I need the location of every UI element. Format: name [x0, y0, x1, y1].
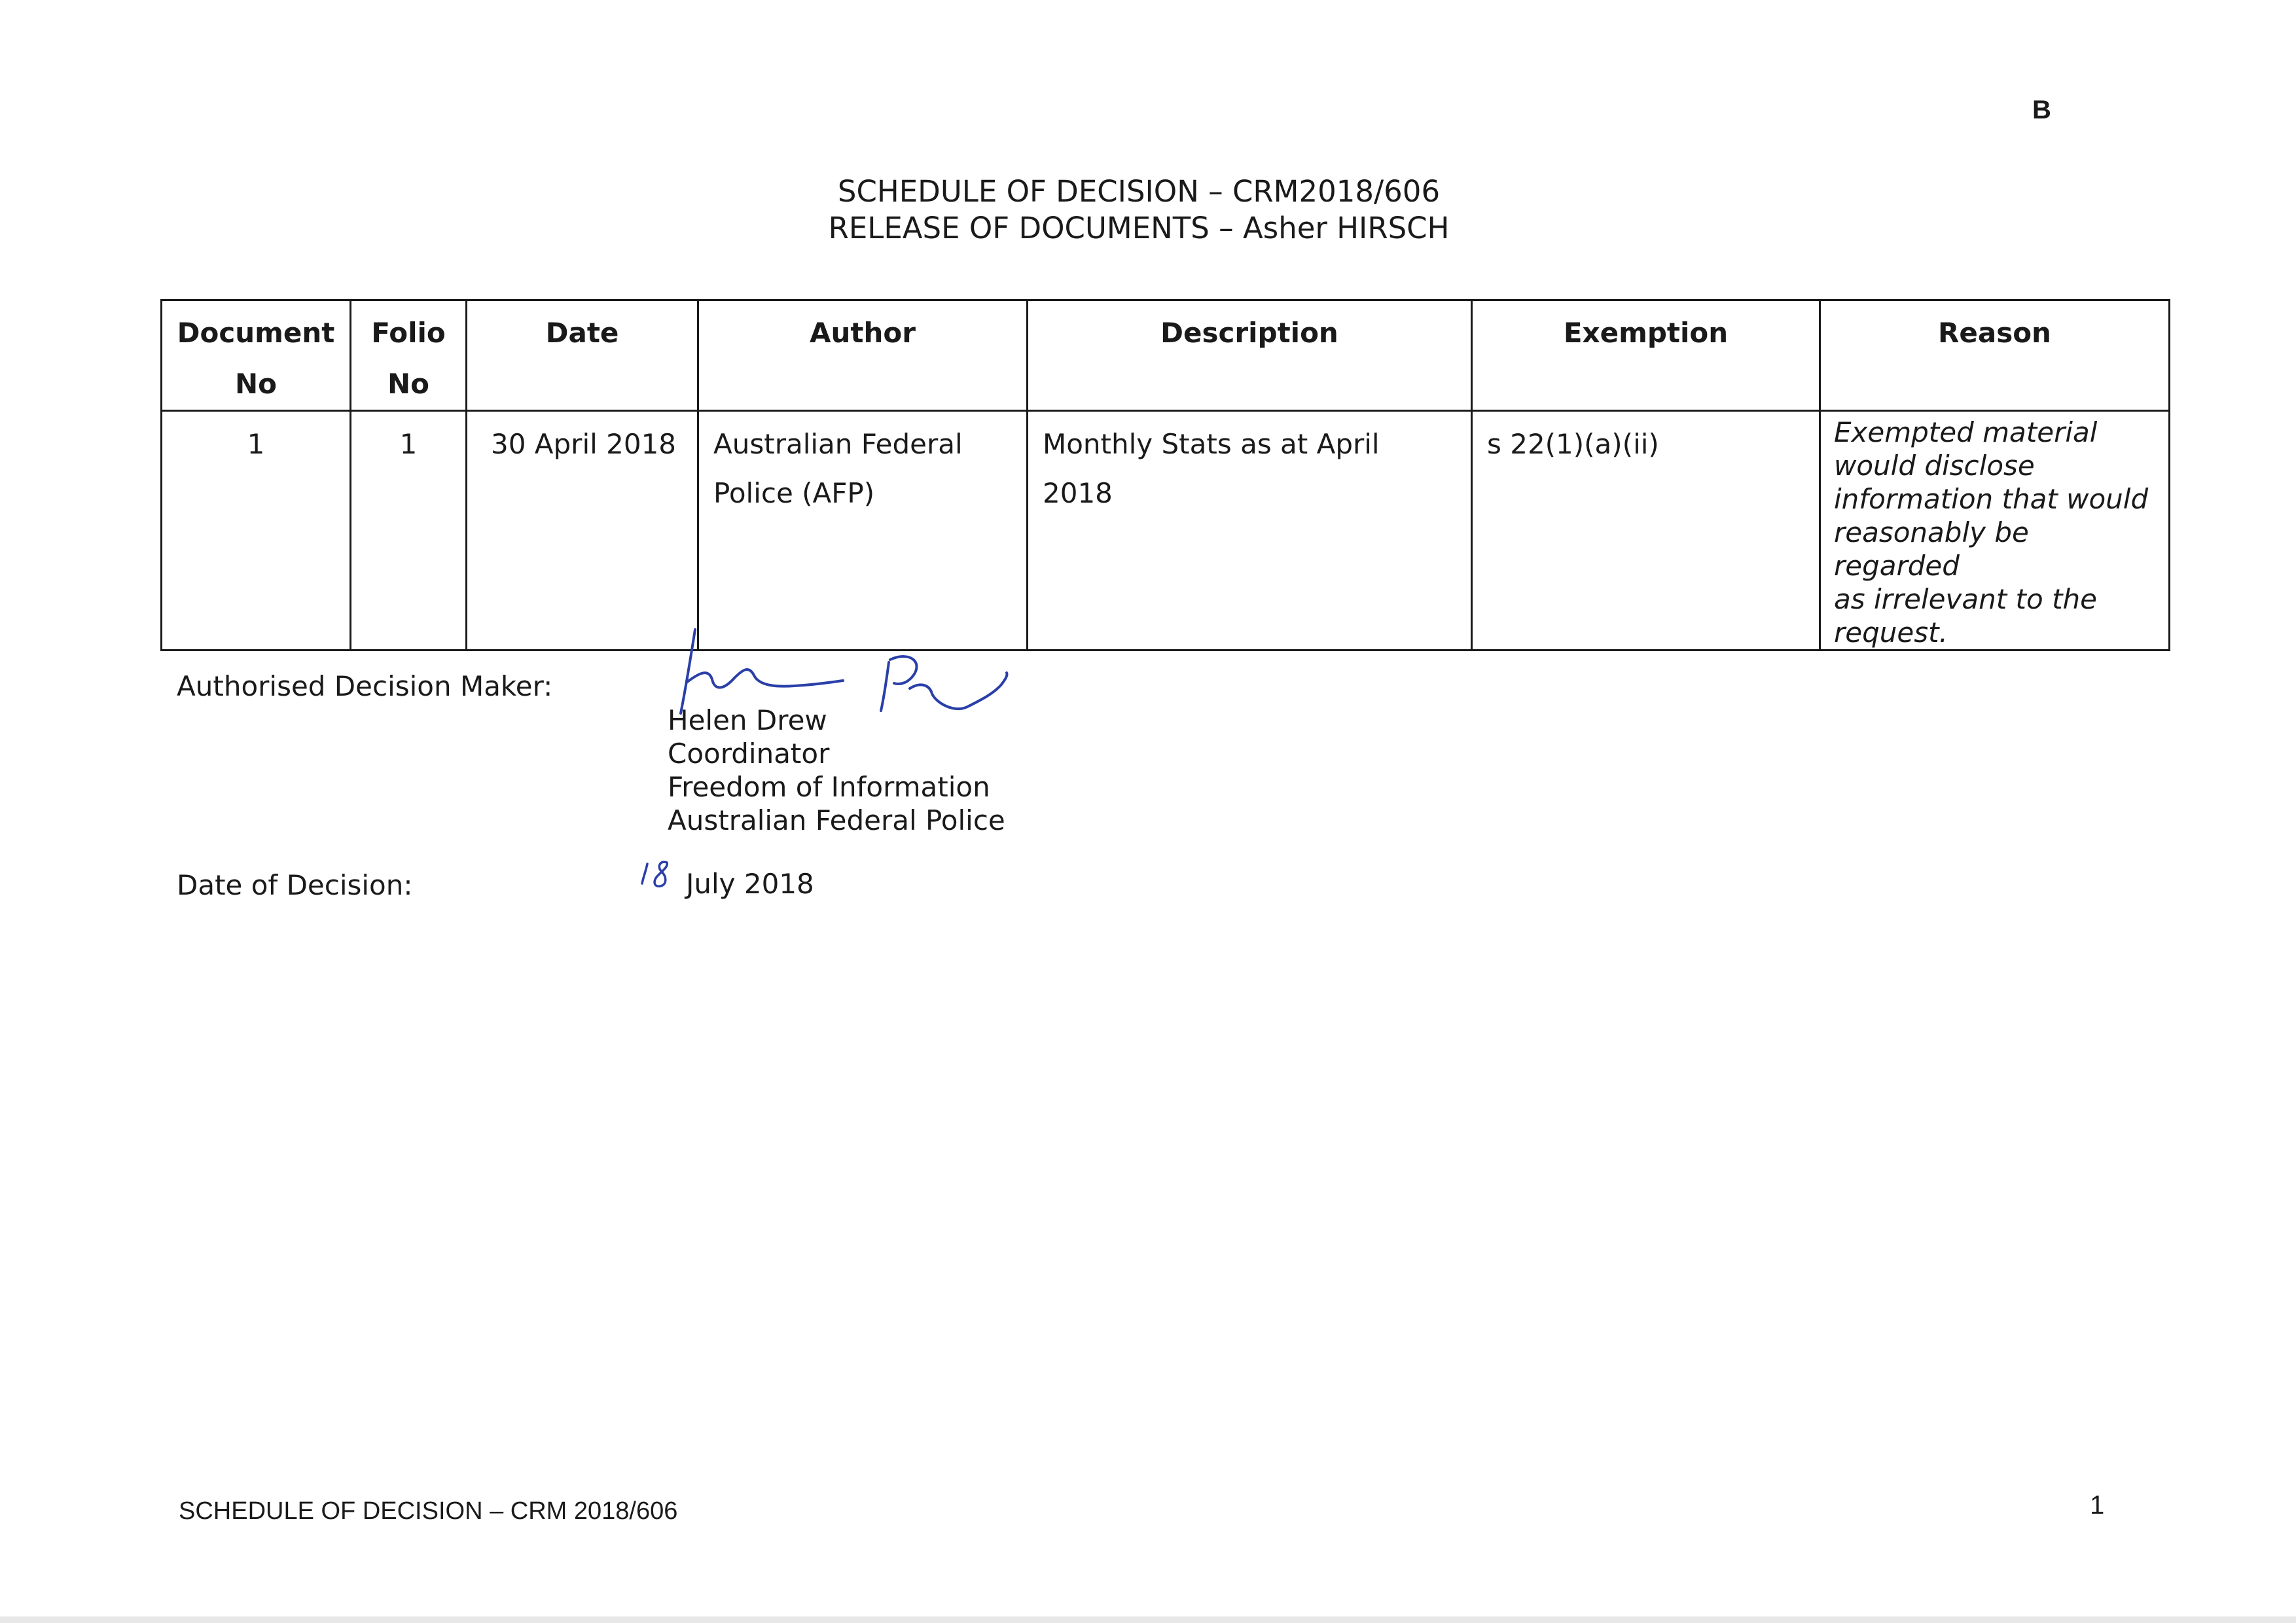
decision-maker-name: Helen Drew	[668, 704, 827, 736]
page-subtitle: RELEASE OF DOCUMENTS – Asher HIRSCH	[828, 211, 1450, 245]
table-row	[162, 411, 2170, 651]
footer-document-title: SCHEDULE OF DECISION – CRM 2018/606	[179, 1497, 678, 1525]
cell-author: Australian Federal Police (AFP)	[698, 411, 1028, 651]
table-header-row	[162, 300, 2170, 411]
schedule-table	[160, 299, 2170, 651]
page-bottom-edge	[0, 1616, 2296, 1623]
corner-mark: B	[2032, 96, 2051, 124]
column-header-description: Description	[1028, 300, 1472, 411]
column-header-folio-no: Folio No	[351, 300, 467, 411]
decision-maker-role: Coordinator	[668, 738, 830, 770]
column-header-document-no: Document No	[162, 300, 351, 411]
column-header-author: Author	[698, 300, 1028, 411]
decision-date-label: Date of Decision:	[177, 869, 413, 901]
page-number: 1	[2090, 1491, 2105, 1520]
cell-document-no: 1	[162, 411, 351, 651]
decision-maker-organisation: Australian Federal Police	[668, 804, 1005, 836]
page-title: SCHEDULE OF DECISION – CRM2018/606	[837, 174, 1441, 209]
decision-maker-label: Authorised Decision Maker:	[177, 670, 553, 702]
cell-date: 30 April 2018	[467, 411, 698, 651]
decision-maker-block	[668, 704, 1005, 837]
decision-maker-unit: Freedom of Information	[668, 771, 990, 803]
column-header-reason: Reason	[1820, 300, 2170, 411]
handwritten-day	[638, 855, 677, 894]
cell-description: Monthly Stats as at April 2018	[1028, 411, 1472, 651]
column-header-date: Date	[467, 300, 698, 411]
decision-date-value: July 2018	[686, 868, 814, 900]
cell-exemption: s 22(1)(a)(ii)	[1472, 411, 1820, 651]
column-header-exemption: Exemption	[1472, 300, 1820, 411]
cell-folio-no: 1	[351, 411, 467, 651]
cell-reason: Exempted material would disclose information that would reasonably be regarded as irrelevant to the request.	[1820, 411, 2170, 651]
